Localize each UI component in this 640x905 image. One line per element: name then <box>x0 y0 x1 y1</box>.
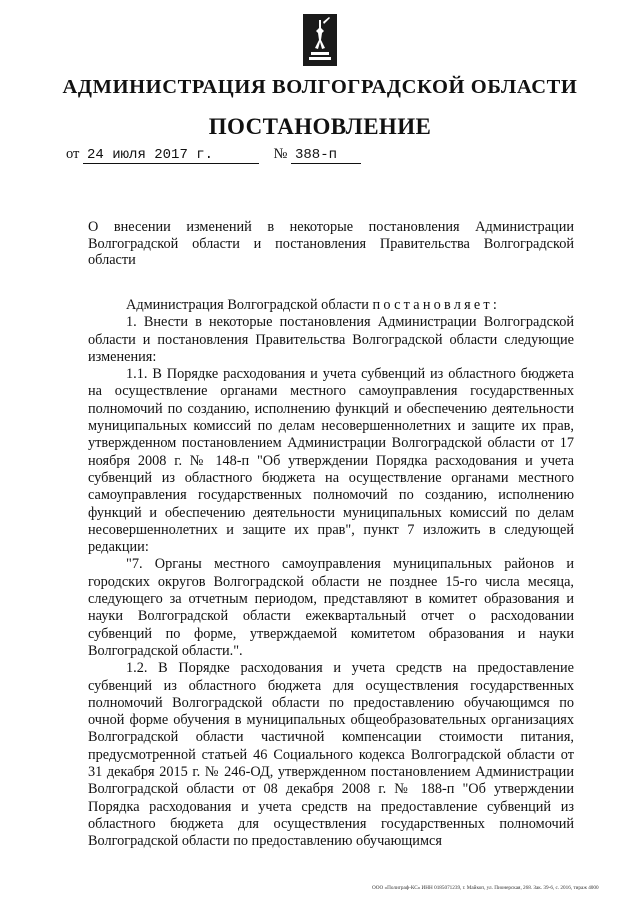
document-type-title: ПОСТАНОВЛЕНИЕ <box>208 114 432 139</box>
number-prefix: № <box>273 146 288 162</box>
document-subject: О внесении изменений в некоторые постановления Администрации Волгоградской области и постановления Правительства Волгоградской области <box>88 219 574 268</box>
date-prefix: от <box>66 146 80 162</box>
intro-lead: Администрация Волгоградской области <box>126 297 369 313</box>
paragraph-1-2: 1.2. В Порядке расходования и учета средств на предоставление субвенций из областного бюджета для осуществления государственных полномочий Волгоградской области по предоставлению обучающимся по очной форме обучения в муниципальных общеобразовательных организациях Волгоградской области частичной компенсации стоимости питания, предусмотренной статьей 46 Социального кодекса Волгоградской области от 31 декабря 2015 г. № 246-ОД, утвержденном постановлением Администрации Волгоградской области от 08 декабря 2008 г. № 188-п "Об утверждении Порядка расходования и учета средств на предоставление субвенций из областного бюджета для осуществления государственных полномочий Волгоградской области по предоставлению обучающимся <box>88 660 574 850</box>
document-number: 388-п <box>291 147 361 164</box>
volgograd-emblem-icon <box>303 14 337 66</box>
document-body <box>88 297 574 851</box>
intro-verb: постановляет: <box>372 297 501 313</box>
intro-paragraph <box>88 297 574 314</box>
paragraph-quote: "7. Органы местного самоуправления муниципальных районов и городских округов Волгоградской области не позднее 15-го числа месяца, следующего за отчетным периодом, представляют в комитет образования и науки Волгоградской области ежеквартальный отчет о расходовании субвенций по форме, утверждаемой комитетом образования и науки Волгоградской области.". <box>88 556 574 659</box>
paragraph-1: 1. Внести в некоторые постановления Администрации Волгоградской области и постановления Правительства Волгоградской области следующие изменения: <box>88 314 574 365</box>
printer-footer: ООО «Полиграф-КС» ИНН 0185071239, г. Майкоп, ул. Пионерская, 268. Зак. 39-6, с. 2016, тираж 4000 <box>372 885 599 891</box>
document-meta <box>66 146 361 164</box>
organization-title: АДМИНИСТРАЦИЯ ВОЛГОГРАДСКОЙ ОБЛАСТИ <box>62 76 578 98</box>
paragraph-1-1: 1.1. В Порядке расходования и учета субвенций из областного бюджета на осуществление органами местного самоуправления государственных полномочий по созданию, исполнению функций и обеспечению деятельности муниципальных комиссий по делам несовершеннолетних и защите их прав, утвержденном постановлением Администрации Волгоградской области от 17 ноября 2008 г. № 148-п "Об утверждении Порядка расходования и учета субвенций из областного бюджета на осуществление органами местного самоуправления государственных полномочий по созданию, исполнению функций и обеспечению деятельности муниципальных комиссий по делам несовершеннолетних и защите их прав", пункт 7 изложить в следующей редакции: <box>88 366 574 556</box>
document-date: 24 июля 2017 г. <box>83 147 259 164</box>
